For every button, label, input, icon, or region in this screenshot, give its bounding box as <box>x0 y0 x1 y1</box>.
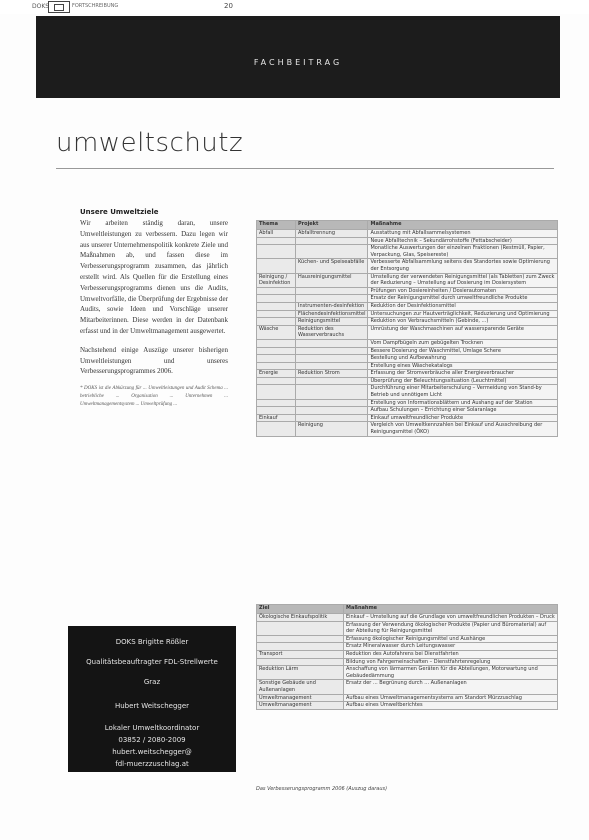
table-cell <box>296 245 368 259</box>
table-cell: Erfassung der Stromverbräuche aller Energieverbraucher <box>368 370 558 378</box>
table-cell: Reduktion des Wasserverbrauchs <box>296 325 368 339</box>
table-cell: Flächendesinfektionsmittel <box>296 310 368 318</box>
table-cell: Vergleich von Umweltkennzahlen bei Einkauf und Ausschreibung der Reinigungsmittel (ÖKO) <box>368 422 558 436</box>
table-cell <box>257 287 296 295</box>
table-cell <box>296 362 368 370</box>
table-row <box>257 621 558 635</box>
table-cell <box>257 347 296 355</box>
table-cell <box>296 347 368 355</box>
table-row <box>257 362 558 370</box>
table-cell: Reduktion Strom <box>296 370 368 378</box>
table-cell: Aufbau eines Umweltmanagementsystems am Standort Mürzzuschlag <box>344 694 558 702</box>
table-row <box>257 259 558 273</box>
table-cell: Überprüfung der Beleuchtungssituation (Leuchtmittel) <box>368 377 558 385</box>
table-row <box>257 399 558 407</box>
table-cell: Ersatz Mineralwasser durch Leitungswasser <box>344 643 558 651</box>
table-cell: Ersatz der ... Begrünung durch ... Außenanlagen <box>344 680 558 694</box>
table-cell: Erfassung ökologischer Reinigungsmittel und Aushänge <box>344 635 558 643</box>
table-cell <box>257 643 344 651</box>
table-row <box>257 666 558 680</box>
table-cell: Reduktion der Desinfektionsmittel <box>368 302 558 310</box>
table-cell: Einkauf <box>257 414 296 422</box>
magazine-tag: FORTSCHREIBUNG <box>72 3 119 9</box>
table-row <box>257 355 558 363</box>
table-cell: Ökologische Einkaufspolitik <box>257 614 344 622</box>
achievements-table <box>256 220 558 437</box>
table-cell: Ausstattung mit Abfallsammelsystemen <box>368 230 558 238</box>
table-cell <box>257 399 296 407</box>
body-paragraph-1: Wir arbeiten ständig daran, unsere Umweltleistungen zu verbessern. Dazu legen wir aus unserer Unternehmenspolitik konkrete Ziele und Maßnahmen ab, und fassen diese im Verbesserungsprogramm zusammen, das jährlich erstellt wird. Als Quellen für die Erstellung eines Verbesserungsprogramms dienen uns die Audits, Umweltvorfälle, die Überprüfung der Ergebnisse der Audits, sowie Ideen und Vorschläge unserer Mitarbeiterinnen. Diese werden in der Datenbank erfasst und in der Umweltmanagement ausgewertet. <box>80 219 228 335</box>
table-cell <box>296 407 368 415</box>
table-cell: Durchführung einer Mitarbeiterschulung – Vermeidung von Stand-by Betrieb und unnötigem Licht <box>368 385 558 399</box>
table-cell: Instrumenten-desinfektion <box>296 302 368 310</box>
header-band <box>36 16 560 98</box>
table-row <box>257 635 558 643</box>
table-cell: Anschaffung von lärmarmen Geräten für die Abteilungen, Motorwartung und Gebäudedämmung <box>344 666 558 680</box>
table-cell: Erfassung der Verwendung ökologischer Produkte (Papier und Büromaterial) auf der Abteilung für Reinigungsmittel <box>344 621 558 635</box>
top-strip <box>0 0 589 14</box>
table-cell <box>257 621 344 635</box>
table-row <box>257 702 558 710</box>
table-cell: Vom Dampfbügeln zum gebügelten Trocknen <box>368 339 558 347</box>
contact-role: Qualitätsbeauftragter FDL-Strellwerte <box>86 658 218 666</box>
table-cell: Umweltmanagement <box>257 702 344 710</box>
table-caption: Das Verbesserungsprogramm 2006 (Auszug daraus) <box>256 786 388 792</box>
contact-title: Lokaler Umweltkoordinator <box>104 724 200 732</box>
contact-email-1[interactable]: hubert.weitschegger@ <box>112 748 192 756</box>
table-row <box>257 245 558 259</box>
column-header: Maßnahme <box>368 221 558 230</box>
table-cell: Umstellung der verwendeten Reinigungsmittel (als Tabletten) zum Zweck der Reduzierung – Umstellung auf Dosierung im Dosiersystem <box>368 273 558 287</box>
column-header: Maßnahme <box>344 605 558 614</box>
table-cell: Erstellung eines Wäschekatalogs <box>368 362 558 370</box>
table-cell <box>257 310 296 318</box>
table-row <box>257 414 558 422</box>
table-cell <box>257 385 296 399</box>
column-header: Projekt <box>296 221 368 230</box>
table-cell: Wäsche <box>257 325 296 339</box>
table-cell <box>257 362 296 370</box>
table-cell: Reduktion Lärm <box>257 666 344 680</box>
table-cell: Reinigungsmittel <box>296 318 368 326</box>
table-cell: Untersuchungen zur Hautverträglichkeit, Reduzierung und Optimierung <box>368 310 558 318</box>
table-cell: Umrüstung der Waschmaschinen auf wassersparende Geräte <box>368 325 558 339</box>
table-cell <box>257 237 296 245</box>
table-row <box>257 370 558 378</box>
table-row <box>257 302 558 310</box>
improvement-table <box>256 604 558 710</box>
table-row <box>257 318 558 326</box>
table-cell <box>296 377 368 385</box>
table-cell <box>296 414 368 422</box>
table-cell: Reduktion des Autofahrens bei Dienstfahrten <box>344 650 558 658</box>
contact-org: DOKS Brigitte Rößler <box>115 638 189 646</box>
table-cell: Reduktion von Verbrauchsmitteln (Gebinde, ...) <box>368 318 558 326</box>
left-column <box>80 208 228 409</box>
column-header: Thema <box>257 221 296 230</box>
table-cell <box>296 287 368 295</box>
table-cell: Prüfungen von Dosiereinheiten / Dosierautomaten <box>368 287 558 295</box>
table-row <box>257 377 558 385</box>
contact-name: Hubert Weitschegger <box>114 702 190 710</box>
table-row <box>257 339 558 347</box>
table-cell: Abfall <box>257 230 296 238</box>
table-cell <box>257 339 296 347</box>
table-row <box>257 614 558 622</box>
section-heading: Unsere Umweltziele <box>80 208 159 216</box>
table-row <box>257 658 558 666</box>
table-cell <box>257 355 296 363</box>
table-cell: Küchen- und Speiseabfälle <box>296 259 368 273</box>
title-rule <box>56 168 554 169</box>
table-cell <box>296 355 368 363</box>
table-cell: Einkauf – Umstellung auf die Grundlage von umweltfreundlichen Produkten – Druck <box>344 614 558 622</box>
table-row <box>257 680 558 694</box>
table-cell <box>257 245 296 259</box>
table-cell <box>257 635 344 643</box>
table-cell: Bildung von Fahrgemeinschaften – Dienstfahrtenregelung <box>344 658 558 666</box>
section-label: FACHBEITRAG <box>253 58 343 67</box>
publisher-label: DOKS <box>32 3 50 10</box>
table-cell: Transport <box>257 650 344 658</box>
contact-box <box>68 626 236 772</box>
table-row <box>257 643 558 651</box>
table-cell: Aufbau eines Umweltberichtes <box>344 702 558 710</box>
table-cell: Umweltmanagement <box>257 694 344 702</box>
table-row <box>257 407 558 415</box>
table-cell <box>296 237 368 245</box>
contact-place: Graz <box>143 678 161 686</box>
contact-email-2[interactable]: fdl-muerzzuschlag.at <box>115 760 189 768</box>
table-cell: Aufbau Schulungen – Errichtung einer Solaranlage <box>368 407 558 415</box>
publisher-logo-icon <box>48 1 70 13</box>
table-row <box>257 347 558 355</box>
table-cell: Bessere Dosierung der Waschmittel, Umlage Schere <box>368 347 558 355</box>
table-cell: Sonstige Gebäude und Außenanlagen <box>257 680 344 694</box>
table-row <box>257 385 558 399</box>
page-title: umweltschutz <box>56 128 244 158</box>
table-cell <box>257 377 296 385</box>
table-cell: Reinigung <box>296 422 368 436</box>
column-header: Ziel <box>257 605 344 614</box>
table-cell: Energie <box>257 370 296 378</box>
body-paragraph-2: Nachstehend einige Auszüge unserer bisherigen Umweltleistungen und unseres Verbesserungsprogrammes 2006. <box>80 345 228 376</box>
table-cell <box>296 339 368 347</box>
page-number: 20 <box>224 2 233 10</box>
contact-phone: 03852 / 2080-2009 <box>118 736 186 744</box>
table-row <box>257 422 558 436</box>
table-row <box>257 650 558 658</box>
table-cell: Verbesserte Abfallsammlung seitens des Standortes sowie Optimierung der Entsorgung <box>368 259 558 273</box>
table-cell <box>257 295 296 303</box>
table-cell <box>296 295 368 303</box>
table-cell: Hausreinigungsmittel <box>296 273 368 287</box>
table-row <box>257 310 558 318</box>
table-cell <box>257 302 296 310</box>
table-cell <box>257 259 296 273</box>
table-cell: Abfalltrennung <box>296 230 368 238</box>
table-cell <box>257 422 296 436</box>
table-row <box>257 287 558 295</box>
table-cell: Ersatz der Reinigungsmittel durch umweltfreundliche Produkte <box>368 295 558 303</box>
table-cell: Bestellung und Aufbewahrung <box>368 355 558 363</box>
table-row <box>257 694 558 702</box>
table-row <box>257 230 558 238</box>
table-cell <box>257 318 296 326</box>
table-cell <box>296 399 368 407</box>
table-cell: Erstellung von Informationsblättern und Aushang auf der Station <box>368 399 558 407</box>
table-row <box>257 273 558 287</box>
table-cell <box>257 658 344 666</box>
table-cell: Einkauf umweltfreundlicher Produkte <box>368 414 558 422</box>
table-cell: Reinigung / Desinfektion <box>257 273 296 287</box>
table-cell: Neue Abfalltechnik – Sekundärrohstoffe (Fettabscheider) <box>368 237 558 245</box>
footnote: * DOKS ist die Abkürzung für ... Umweltleistungen und Audit Schema ... betriebliche ... Organisation ... Unternehmen ... Umweltmanagementsystem ... Umweltprüfung ... <box>80 386 228 408</box>
table-cell <box>296 385 368 399</box>
table-cell: Monatliche Auswertungen der einzelnen Fraktionen (Restmüll, Papier, Verpackung, Glas, Speisereste) <box>368 245 558 259</box>
table-row <box>257 325 558 339</box>
table-cell <box>257 407 296 415</box>
table-row <box>257 237 558 245</box>
table-row <box>257 295 558 303</box>
